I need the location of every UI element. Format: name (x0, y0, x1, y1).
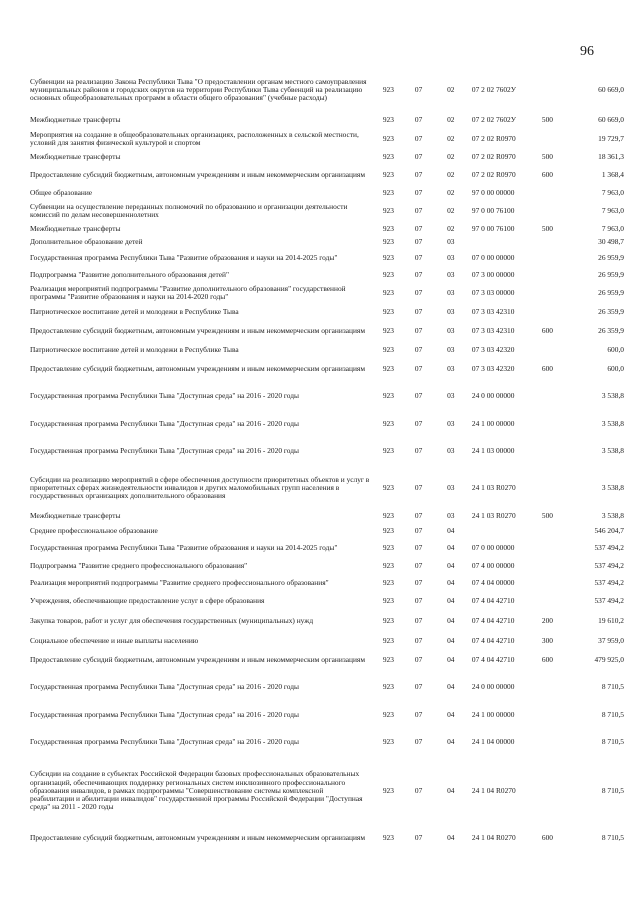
row-rz: 07 (414, 577, 423, 587)
row-name: Межбюджетные трансферты (30, 223, 121, 233)
table-row (30, 358, 624, 380)
row-csr: 07 0 00 00000 (471, 252, 515, 262)
table-row (30, 609, 624, 633)
row-csr: 24 1 00 00000 (471, 418, 515, 428)
row-pr: 03 (447, 418, 455, 428)
row-pr: 04 (447, 737, 455, 747)
row-csr: 07 3 03 42310 (471, 306, 515, 316)
row-sum: 600,0 (607, 344, 624, 354)
row-vr (532, 468, 562, 508)
row-name: Реализация мероприятий подпрограммы "Развитие дополнительного образования" государственной программы "Развитие образования и науки на 2014-2020 годы" (30, 283, 346, 301)
row-sum: 7 963,0 (601, 223, 624, 233)
row-name: Дополнительное образование детей (30, 236, 143, 246)
row-vr: 500 (541, 114, 553, 124)
row-sum: 37 959,0 (598, 635, 624, 645)
row-csr: 24 1 00 00000 (471, 709, 515, 719)
row-ved: 923 (382, 325, 394, 335)
row-vr: 600 (541, 325, 553, 335)
row-rz: 07 (414, 832, 423, 842)
row-csr: 97 0 00 76100 (471, 223, 515, 233)
row-csr: 07 2 02 7602У (471, 114, 516, 124)
row-sum: 1 368,4 (601, 169, 624, 179)
row-name: Межбюджетные трансферты (30, 510, 121, 520)
row-sum: 26 359,9 (598, 325, 624, 335)
row-ved: 923 (382, 635, 394, 645)
row-name: Межбюджетные трансферты (30, 151, 121, 161)
row-name: Государственная программа Республики Тыва "Доступная среда" на 2016 - 2020 годы (30, 446, 299, 456)
row-csr: 07 3 03 42320 (471, 344, 515, 354)
row-ved: 923 (382, 577, 394, 587)
row-sum: 479 925,0 (594, 654, 624, 664)
table-row (30, 304, 624, 320)
table-row (30, 524, 624, 538)
row-sum: 19 610,2 (598, 615, 624, 625)
row-csr: 97 0 00 00000 (471, 187, 515, 197)
row-rz: 07 (414, 615, 423, 625)
row-sum: 3 538,8 (601, 418, 624, 428)
row-name: Мероприятия на создание в общеобразовательных организациях, расположенных в сельской местности, условий для занятия физической культурой и спортом (30, 129, 359, 147)
row-csr: 07 0 00 00000 (471, 543, 515, 553)
row-csr: 07 2 02 R0970 (471, 133, 516, 143)
row-vr (532, 68, 562, 112)
table-row (30, 435, 624, 468)
row-csr: 24 0 00 00000 (471, 682, 515, 692)
row-pr: 03 (447, 236, 455, 246)
row-pr: 03 (447, 446, 455, 456)
table-row (30, 559, 624, 573)
row-ved: 923 (382, 595, 394, 605)
table-row (30, 282, 624, 304)
row-rz: 07 (414, 654, 423, 664)
row-csr: 97 0 00 76100 (471, 205, 515, 215)
row-ved: 923 (382, 510, 394, 520)
row-vr: 600 (541, 363, 553, 373)
row-sum: 26 359,9 (598, 306, 624, 316)
row-ved: 923 (382, 654, 394, 664)
row-rz: 07 (414, 482, 423, 492)
row-pr: 03 (447, 510, 455, 520)
row-pr: 04 (447, 709, 455, 719)
row-name: Субвенции на осуществление переданных полномочий по образованию и организации деятельности комиссий по делам несовершеннолетних (30, 201, 348, 219)
row-csr: 07 4 04 42710 (471, 635, 515, 645)
row-ved: 923 (382, 252, 394, 262)
row-csr (468, 236, 532, 248)
row-csr: 07 4 00 00000 (471, 560, 515, 570)
row-rz: 07 (414, 391, 423, 401)
row-ved: 923 (382, 269, 394, 279)
table-row (30, 759, 624, 823)
row-csr: 07 3 00 00000 (471, 269, 515, 279)
row-pr: 04 (447, 635, 455, 645)
table-row (30, 593, 624, 609)
row-pr: 03 (447, 287, 455, 297)
row-rz: 07 (414, 785, 423, 795)
row-vr (532, 593, 562, 609)
row-rz: 07 (414, 510, 423, 520)
row-name: Государственная программа Республики Тыва "Доступная среда" на 2016 - 2020 годы (30, 418, 299, 428)
row-sum: 3 538,8 (601, 510, 624, 520)
row-pr: 02 (447, 114, 455, 124)
row-pr: 04 (447, 785, 455, 795)
row-sum: 60 669,0 (598, 114, 624, 124)
budget-table (30, 68, 624, 853)
row-pr: 04 (447, 615, 455, 625)
row-name: Государственная программа Республики Тыва "Доступная среда" на 2016 - 2020 годы (30, 391, 299, 401)
row-pr: 04 (447, 682, 455, 692)
row-rz: 07 (414, 363, 423, 373)
row-sum: 8 710,5 (601, 737, 624, 747)
row-pr: 02 (447, 151, 455, 161)
row-pr: 04 (447, 543, 455, 553)
budget-table-body (30, 68, 624, 853)
row-pr: 02 (447, 84, 455, 94)
row-vr: 600 (541, 654, 553, 664)
row-ved: 923 (382, 306, 394, 316)
row-vr (532, 200, 562, 222)
row-ved: 923 (382, 560, 394, 570)
row-name: Реализация мероприятий подпрограммы "Развитие среднего профессионального образования" (30, 577, 329, 587)
table-row (30, 633, 624, 649)
row-pr: 04 (447, 654, 455, 664)
table-row (30, 268, 624, 282)
row-vr (532, 726, 562, 759)
row-sum: 537 494,2 (594, 543, 624, 553)
row-vr: 200 (541, 615, 553, 625)
row-pr: 03 (447, 391, 455, 401)
row-sum: 537 494,2 (594, 560, 624, 570)
row-rz: 07 (414, 287, 423, 297)
row-rz: 07 (414, 133, 423, 143)
row-ved: 923 (382, 482, 394, 492)
row-rz: 07 (414, 418, 423, 428)
row-csr: 07 2 02 7602У (471, 84, 516, 94)
row-sum: 3 538,8 (601, 482, 624, 492)
row-sum: 3 538,8 (601, 446, 624, 456)
row-ved: 923 (382, 418, 394, 428)
row-name: Субвенции на реализацию Закона Республики Тыва "О предоставлении органам местного самоуправления муниципальных районов и городских округов на территории Республики Тыва субвенций на реализацию основных общеобразовательных программ в области общего образования" (учебные расходы) (30, 76, 367, 103)
row-name: Среднее профессиональное образование (30, 525, 158, 535)
row-pr: 02 (447, 187, 455, 197)
table-row (30, 112, 624, 128)
row-pr: 02 (447, 169, 455, 179)
row-vr (532, 342, 562, 358)
row-name: Учреждения, обеспечивающие предоставление услуг в сфере образования (30, 595, 265, 605)
row-csr: 07 4 04 42710 (471, 595, 515, 605)
table-row (30, 236, 624, 248)
row-vr (532, 559, 562, 573)
row-pr: 03 (447, 269, 455, 279)
row-ved: 923 (382, 785, 394, 795)
row-ved: 923 (382, 187, 394, 197)
row-vr (532, 236, 562, 248)
row-vr (532, 413, 562, 435)
row-rz: 07 (414, 306, 423, 316)
row-csr: 24 1 04 R0270 (471, 832, 516, 842)
row-ved: 923 (382, 615, 394, 625)
row-ved: 923 (382, 832, 394, 842)
row-ved: 923 (382, 525, 394, 535)
row-sum: 18 361,3 (598, 151, 624, 161)
row-ved: 923 (382, 287, 394, 297)
row-sum: 26 959,9 (598, 252, 624, 262)
row-rz: 07 (414, 446, 423, 456)
row-ved: 923 (382, 236, 394, 246)
row-vr: 500 (541, 151, 553, 161)
row-csr: 07 2 02 R0970 (471, 151, 516, 161)
row-name: Предоставление субсидий бюджетным, автономным учреждениям и иным некоммерческим организациям (30, 832, 366, 842)
row-sum: 8 710,5 (601, 709, 624, 719)
row-vr (532, 186, 562, 200)
row-pr: 03 (447, 252, 455, 262)
row-pr: 03 (447, 482, 455, 492)
row-sum: 3 538,8 (601, 391, 624, 401)
row-vr (532, 304, 562, 320)
row-ved: 923 (382, 223, 394, 233)
row-rz: 07 (414, 236, 423, 246)
row-ved: 923 (382, 543, 394, 553)
row-name: Закупка товаров, работ и услуг для обеспечения государственных (муниципальных) нужд (30, 615, 314, 625)
table-row (30, 222, 624, 236)
row-vr (532, 538, 562, 559)
row-vr (532, 759, 562, 823)
row-vr (532, 282, 562, 304)
row-name: Подпрограмма "Развитие дополнительного образования детей" (30, 269, 230, 279)
row-ved: 923 (382, 151, 394, 161)
row-rz: 07 (414, 560, 423, 570)
row-sum: 60 669,0 (598, 84, 624, 94)
row-csr: 24 1 04 R0270 (471, 785, 516, 795)
row-csr: 07 4 04 00000 (471, 577, 515, 587)
table-row (30, 823, 624, 853)
row-rz: 07 (414, 709, 423, 719)
row-rz: 07 (414, 114, 423, 124)
table-row (30, 380, 624, 413)
row-sum: 7 963,0 (601, 187, 624, 197)
row-name: Государственная программа Республики Тыва "Доступная среда" на 2016 - 2020 годы (30, 709, 299, 719)
row-vr: 300 (541, 635, 553, 645)
row-name: Субсидии на создание в субъектах Российской Федерации базовых профессиональных образовательных организаций, обеспечивающих поддержку региональных систем инклюзивного профессионального образования инвалидов, в рамках подпрограммы "Совершенствование системы комплексной реабилитации и абилитации инвалидов" государственной программы Российской Федерации "Доступная среда" на 2011 - 2020 годы (30, 769, 363, 812)
row-sum: 7 963,0 (601, 205, 624, 215)
row-sum: 546 204,7 (594, 525, 624, 535)
row-name: Подпрограмма "Развитие среднего профессионального образования" (30, 560, 248, 570)
table-row (30, 150, 624, 164)
row-pr: 03 (447, 325, 455, 335)
row-csr: 07 2 02 R0970 (471, 169, 516, 179)
row-ved: 923 (382, 391, 394, 401)
row-sum: 8 710,5 (601, 682, 624, 692)
row-name: Межбюджетные трансферты (30, 114, 121, 124)
table-row (30, 342, 624, 358)
row-csr: 07 3 03 42310 (471, 325, 515, 335)
row-name: Субсидии на реализацию мероприятий в сфере обеспечения доступности приоритетных объектов и услуг в приоритетных сферах жизнедеятельности инвалидов и других маломобильных групп населения в государственных организациях дополнительного образования (30, 474, 370, 501)
row-sum: 537 494,2 (594, 595, 624, 605)
row-vr (532, 248, 562, 268)
table-row (30, 649, 624, 671)
row-rz: 07 (414, 595, 423, 605)
row-rz: 07 (414, 169, 423, 179)
row-ved: 923 (382, 114, 394, 124)
table-row (30, 413, 624, 435)
row-vr (532, 704, 562, 726)
row-csr: 24 1 04 00000 (471, 737, 515, 747)
row-pr: 02 (447, 223, 455, 233)
row-ved: 923 (382, 682, 394, 692)
row-csr: 07 3 03 00000 (471, 287, 515, 297)
row-ved: 923 (382, 446, 394, 456)
table-row (30, 671, 624, 704)
row-name: Предоставление субсидий бюджетным, автономным учреждениям и иным некоммерческим организациям (30, 654, 366, 664)
row-csr: 24 1 03 00000 (471, 446, 515, 456)
row-rz: 07 (414, 737, 423, 747)
row-ved: 923 (382, 84, 394, 94)
table-row (30, 704, 624, 726)
row-name: Социальное обеспечение и иные выплаты населению (30, 635, 199, 645)
row-sum: 600,0 (607, 363, 624, 373)
row-name: Предоставление субсидий бюджетным, автономным учреждениям и иным некоммерческим организациям (30, 325, 366, 335)
row-csr: 24 1 03 R0270 (471, 510, 516, 520)
row-pr: 03 (447, 306, 455, 316)
row-rz: 07 (414, 344, 423, 354)
row-ved: 923 (382, 363, 394, 373)
row-pr: 04 (447, 525, 455, 535)
row-name: Общее образование (30, 187, 93, 197)
table-row (30, 248, 624, 268)
row-vr (532, 524, 562, 538)
row-csr: 24 1 03 R0270 (471, 482, 516, 492)
table-row (30, 128, 624, 150)
row-csr: 07 4 04 42710 (471, 654, 515, 664)
row-ved: 923 (382, 169, 394, 179)
row-rz: 07 (414, 682, 423, 692)
row-rz: 07 (414, 187, 423, 197)
row-sum: 26 959,9 (598, 287, 624, 297)
row-sum: 8 710,5 (601, 832, 624, 842)
table-row (30, 320, 624, 342)
table-row (30, 200, 624, 222)
row-rz: 07 (414, 269, 423, 279)
row-rz: 07 (414, 543, 423, 553)
row-vr (532, 573, 562, 593)
row-rz: 07 (414, 84, 423, 94)
row-vr: 500 (541, 223, 553, 233)
table-row (30, 538, 624, 559)
row-name: Патриотическое воспитание детей и молодежи в Республике Тыва (30, 344, 239, 354)
row-sum: 8 710,5 (601, 785, 624, 795)
row-sum: 26 959,9 (598, 269, 624, 279)
row-sum: 19 729,7 (598, 133, 624, 143)
table-row (30, 508, 624, 524)
row-ved: 923 (382, 709, 394, 719)
row-ved: 923 (382, 344, 394, 354)
row-pr: 04 (447, 577, 455, 587)
row-rz: 07 (414, 252, 423, 262)
row-rz: 07 (414, 635, 423, 645)
row-ved: 923 (382, 205, 394, 215)
row-pr: 02 (447, 205, 455, 215)
row-rz: 07 (414, 151, 423, 161)
table-row (30, 573, 624, 593)
row-rz: 07 (414, 223, 423, 233)
row-sum: 537 494,2 (594, 577, 624, 587)
row-name: Предоставление субсидий бюджетным, автономным учреждениям и иным некоммерческим организациям (30, 363, 366, 373)
table-row (30, 68, 624, 112)
row-name: Патриотическое воспитание детей и молодежи в Республике Тыва (30, 306, 239, 316)
row-pr: 04 (447, 595, 455, 605)
row-vr: 500 (541, 510, 553, 520)
row-rz: 07 (414, 525, 423, 535)
table-row (30, 164, 624, 186)
row-vr (532, 671, 562, 704)
row-vr (532, 380, 562, 413)
row-csr (468, 524, 532, 538)
page-number: 96 (580, 44, 594, 59)
table-row (30, 726, 624, 759)
table-row (30, 186, 624, 200)
row-name: Государственная программа Республики Тыва "Развитие образования и науки на 2014-2025 годы" (30, 543, 338, 553)
row-ved: 923 (382, 737, 394, 747)
row-pr: 04 (447, 832, 455, 842)
row-vr: 600 (541, 169, 553, 179)
row-vr: 600 (541, 832, 553, 842)
row-pr: 03 (447, 363, 455, 373)
row-pr: 03 (447, 344, 455, 354)
row-vr (532, 128, 562, 150)
row-csr: 07 4 04 42710 (471, 615, 515, 625)
row-pr: 02 (447, 133, 455, 143)
row-rz: 07 (414, 205, 423, 215)
row-vr (532, 268, 562, 282)
row-vr (532, 435, 562, 468)
row-pr: 04 (447, 560, 455, 570)
row-name: Государственная программа Республики Тыва "Доступная среда" на 2016 - 2020 годы (30, 682, 299, 692)
row-name: Предоставление субсидий бюджетным, автономным учреждениям и иным некоммерческим организациям (30, 169, 366, 179)
row-csr: 07 3 03 42320 (471, 363, 515, 373)
row-name: Государственная программа Республики Тыва "Доступная среда" на 2016 - 2020 годы (30, 737, 299, 747)
row-name: Государственная программа Республики Тыва "Развитие образования и науки на 2014-2025 годы" (30, 252, 338, 262)
row-csr: 24 0 00 00000 (471, 391, 515, 401)
row-sum: 30 498,7 (598, 236, 624, 246)
row-ved: 923 (382, 133, 394, 143)
row-rz: 07 (414, 325, 423, 335)
table-row (30, 468, 624, 508)
